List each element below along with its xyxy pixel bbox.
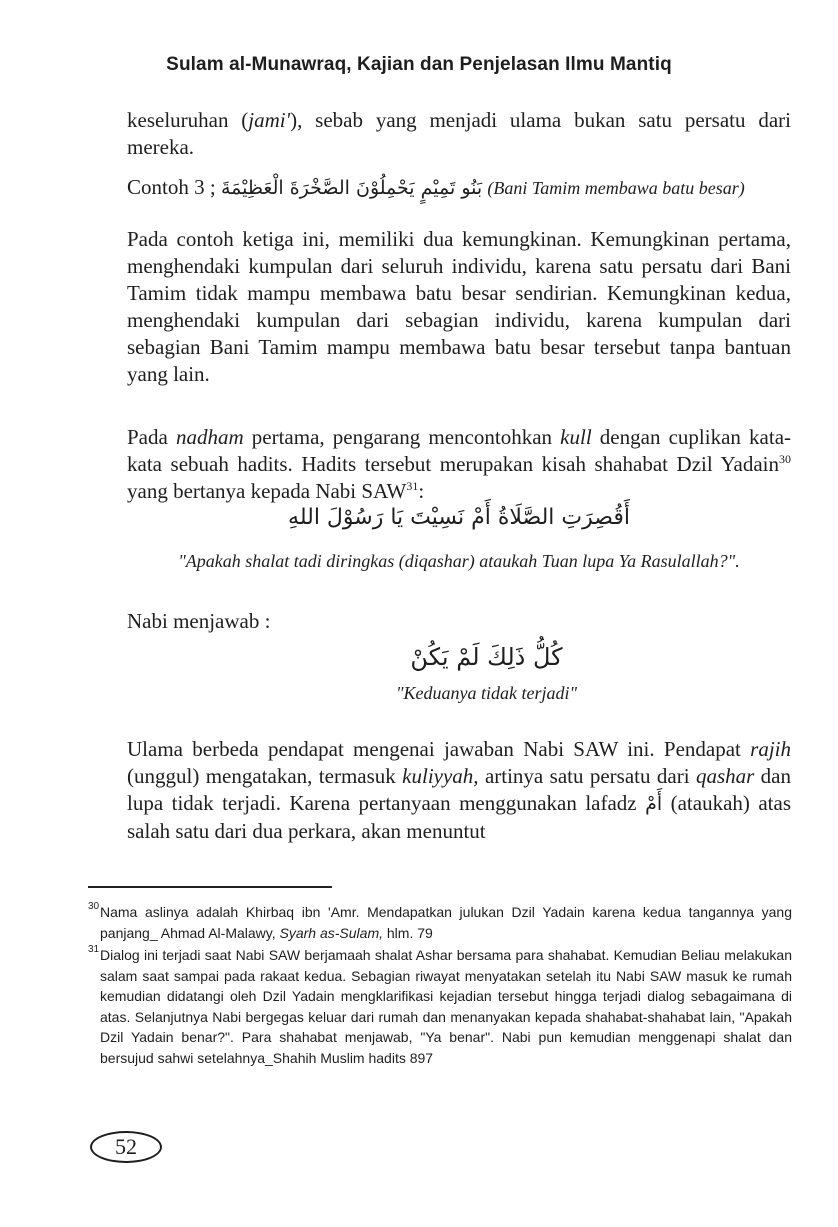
hadith-question-translation: "Apakah shalat tadi diringkas (diqashar) ataukah Tuan lupa Ya Rasulallah?". bbox=[178, 551, 740, 571]
hadith-answer-arabic: كُلُّ ذَلِكَ لَمْ يَكُنْ bbox=[410, 643, 563, 671]
footnotes bbox=[88, 902, 792, 1070]
footnote-ref-31[interactable]: 31 bbox=[406, 479, 419, 493]
footnote-divider bbox=[88, 886, 332, 888]
example-translation: (Bani Tamim membawa batu besar) bbox=[487, 178, 745, 198]
example-label: Contoh 3 ; bbox=[127, 175, 216, 199]
footnote-31: 31 Dialog ini terjadi saat Nabi SAW berjamaah shalat Ashar bersama para shahabat. Kemudian Beliau melakukan salam saat sampai pada rakaat kedua. Sebagian riwayat menyatakan setelah itu Nabi SAW masuk ke rumah kemudian didatangi oleh Dzil Yadain mengklarifikasi kejadian tersebut hingga terjadi dialog sebagaimana di atas. Selanjutnya Nabi bergegas keluar dari rumah dan menanyakan kepada shahabat-shahabat lain, "Apakah Dzil Yadain benar?". Para shahabat menjawab, "Ya benar". Nabi pun kemudian menggenapi shalat dan bersujud sahwi setelahnya_Shahih Muslim hadits 897 bbox=[88, 944, 792, 1066]
hadith-question-arabic: أَقُصِرَتِ الصَّلَاةُ أَمْ نَسِيْتَ يَا رَسُوْلَ اللهِ bbox=[288, 505, 630, 530]
footnote-ref-30[interactable]: 30 bbox=[779, 452, 791, 466]
example-arabic: بَنُو تَمِيْمٍ يَحْمِلُوْنَ الصَّخْرَةَ الْعَظِيْمَةَ bbox=[220, 177, 483, 199]
paragraph-explanation: Pada contoh ketiga ini, memiliki dua kemungkinan. Kemungkinan pertama, menghendaki kumpulan dari seluruh individu, karena satu persatu dari Bani Tamim tidak mampu membawa batu besar sendirian. Kemungkinan kedua, menghendaki kumpulan dari sebagian individu, karena kumpulan dari sebagian Bani Tamim mampu membawa batu besar tersebut tanpa bantuan yang lain. bbox=[127, 227, 791, 386]
hadith-answer-translation: "Keduanya tidak terjadi" bbox=[395, 683, 578, 703]
paragraph-intro: keseluruhan (jami'), sebab yang menjadi ulama bukan satu persatu dari mereka. bbox=[127, 108, 791, 159]
paragraph-nadham: Pada nadham pertama, pengarang mencontohkan kull dengan cuplikan kata-kata sebuah hadits. Hadits tersebut merupakan kisah shahabat Dzil Yadain$^{30}$ yang bertanya kepada Nabi SAW$^{31}$: bbox=[127, 425, 792, 503]
inline-arabic-am: أَمْ bbox=[645, 793, 663, 815]
footnote-30: 30 Nama aslinya adalah Khirbaq ibn 'Amr. Mendapatkan julukan Dzil Yadain karena kedua tangannya yang panjang_ Ahmad Al-Malawy, Syarh as-Sulam, hlm. 79 bbox=[88, 901, 792, 941]
paragraph-opinion: Ulama berbeda pendapat mengenai jawaban Nabi SAW ini. Pendapat rajih (unggul) mengatakan, termasuk kuliyyah, artinya satu persatu dari qashar dan lupa tidak terjadi. Karena pertanyaan menggunakan lafadz أَمْ (ataukah) atas salah satu dari dua perkara, akan menuntut bbox=[127, 737, 792, 843]
running-header: Sulam al-Munawraq, Kajian dan Penjelasan Ilmu Mantiq bbox=[166, 54, 672, 75]
nabi-answer-label: Nabi menjawab : bbox=[127, 609, 271, 633]
example-3 bbox=[127, 174, 791, 202]
page-number: 52 bbox=[90, 1131, 162, 1163]
